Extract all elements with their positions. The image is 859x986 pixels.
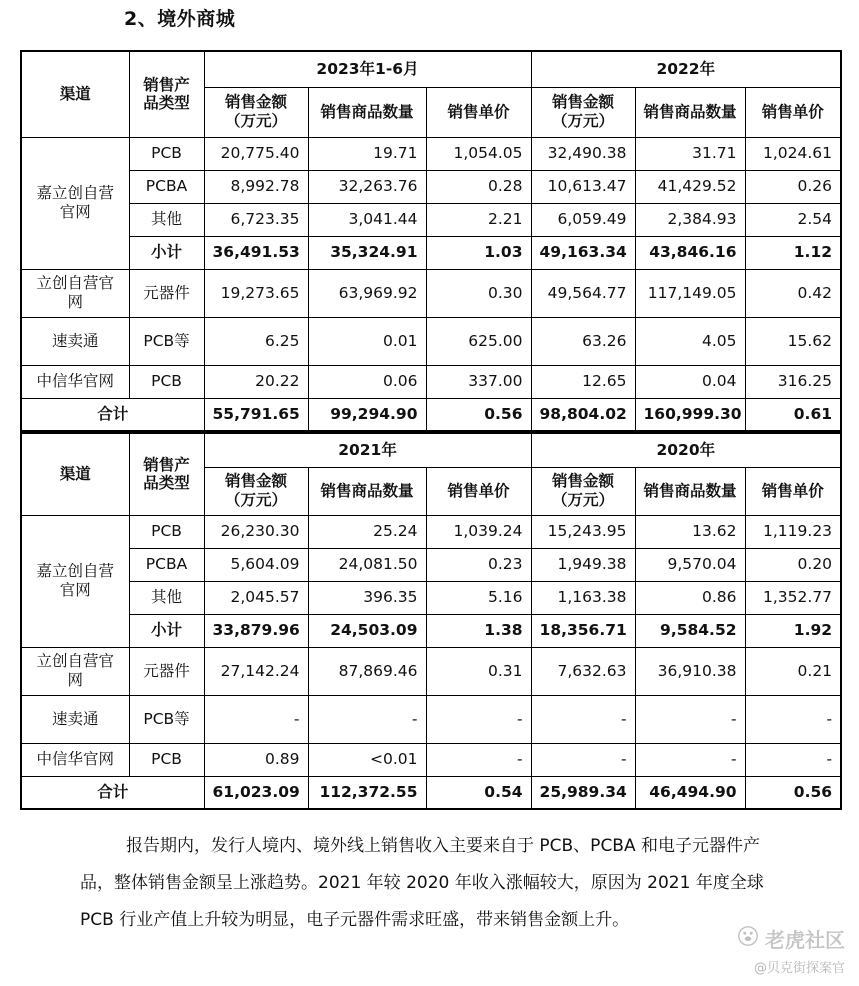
- amount-cell: 2,045.57: [204, 581, 308, 614]
- unit-price-cell: -: [745, 743, 841, 776]
- table-row: [21, 170, 841, 203]
- product-cell: 元器件: [129, 269, 204, 317]
- amount-cell: 20.22: [204, 365, 308, 398]
- unit-price-cell: 15.62: [745, 317, 841, 365]
- table-row: [21, 743, 841, 776]
- table-row: [21, 269, 841, 317]
- product-cell: 小计: [129, 236, 204, 269]
- unit-price-cell: 1,352.77: [745, 581, 841, 614]
- product-cell: PCBA: [129, 170, 204, 203]
- table-row: [21, 515, 841, 548]
- amount-cell: 32,490.38: [531, 137, 635, 170]
- unit-price-cell: 0.56: [426, 398, 531, 431]
- total-row: [21, 776, 841, 809]
- channel-cell: 中信华官网: [21, 365, 129, 398]
- product-cell: PCB: [129, 137, 204, 170]
- amount-cell: 49,564.77: [531, 269, 635, 317]
- quantity-cell: 87,869.46: [308, 647, 426, 695]
- unit-price-cell: 0.20: [745, 548, 841, 581]
- unit-price-cell: 1.12: [745, 236, 841, 269]
- table-row: [21, 548, 841, 581]
- unit-price-cell: 0.26: [745, 170, 841, 203]
- amount-cell: 33,879.96: [204, 614, 308, 647]
- amount-cell: 10,613.47: [531, 170, 635, 203]
- amount-cell: 20,775.40: [204, 137, 308, 170]
- subtotal-row: [21, 614, 841, 647]
- quantity-cell: 31.71: [635, 137, 745, 170]
- quantity-cell: 25.24: [308, 515, 426, 548]
- quantity-cell: 0.06: [308, 365, 426, 398]
- unit-price-cell: 0.31: [426, 647, 531, 695]
- table-row: [21, 137, 841, 170]
- amount-cell: 7,632.63: [531, 647, 635, 695]
- watermark-handle: @贝克街探案官: [753, 961, 845, 976]
- quantity-cell: 160,999.30: [635, 398, 745, 431]
- quantity-cell: 63,969.92: [308, 269, 426, 317]
- unit-price-cell: -: [745, 695, 841, 743]
- quantity-cell: 0.04: [635, 365, 745, 398]
- header-amount-a: 销售金额（万元）: [204, 87, 308, 137]
- sales-table-2020-2021: [20, 432, 842, 810]
- unit-price-cell: 0.30: [426, 269, 531, 317]
- product-cell: PCB等: [129, 695, 204, 743]
- amount-cell: 49,163.34: [531, 236, 635, 269]
- unit-price-cell: 1,024.61: [745, 137, 841, 170]
- product-cell: 其他: [129, 203, 204, 236]
- table-row: [21, 581, 841, 614]
- unit-price-cell: 1.92: [745, 614, 841, 647]
- unit-price-cell: 316.25: [745, 365, 841, 398]
- header-period-a: 2023年1-6月: [204, 51, 531, 87]
- quantity-cell: -: [635, 743, 745, 776]
- channel-cell: 速卖通: [21, 317, 129, 365]
- unit-price-cell: -: [426, 743, 531, 776]
- amount-cell: 12.65: [531, 365, 635, 398]
- product-cell: PCB: [129, 743, 204, 776]
- channel-cell: 速卖通: [21, 695, 129, 743]
- quantity-cell: 46,494.90: [635, 776, 745, 809]
- amount-cell: 1,949.38: [531, 548, 635, 581]
- unit-price-cell: 2.54: [745, 203, 841, 236]
- amount-cell: 15,243.95: [531, 515, 635, 548]
- product-cell: PCB: [129, 515, 204, 548]
- total-label: 合计: [21, 398, 204, 431]
- header-period-b: 2020年: [531, 433, 841, 467]
- amount-cell: 36,491.53: [204, 236, 308, 269]
- unit-price-cell: 0.23: [426, 548, 531, 581]
- total-label: 合计: [21, 776, 204, 809]
- header-amount-a: 销售金额（万元）: [204, 467, 308, 515]
- header-unit-price-a: 销售单价: [426, 87, 531, 137]
- amount-cell: 5,604.09: [204, 548, 308, 581]
- section-heading: 2、境外商城: [124, 8, 236, 30]
- channel-cell: 嘉立创自营官网: [21, 515, 129, 647]
- header-unit-price-a: 销售单价: [426, 467, 531, 515]
- header-period-b: 2022年: [531, 51, 841, 87]
- unit-price-cell: 1,119.23: [745, 515, 841, 548]
- amount-cell: 1,163.38: [531, 581, 635, 614]
- quantity-cell: -: [635, 695, 745, 743]
- amount-cell: 6.25: [204, 317, 308, 365]
- header-period-a: 2021年: [204, 433, 531, 467]
- channel-cell: 中信华官网: [21, 743, 129, 776]
- quantity-cell: 9,584.52: [635, 614, 745, 647]
- header-product-type: 销售产品类型: [129, 433, 204, 515]
- unit-price-cell: 5.16: [426, 581, 531, 614]
- amount-cell: 18,356.71: [531, 614, 635, 647]
- header-quantity-b: 销售商品数量: [635, 467, 745, 515]
- unit-price-cell: 0.21: [745, 647, 841, 695]
- body-paragraph: [80, 828, 790, 939]
- channel-cell: 立创自营官网: [21, 269, 129, 317]
- amount-cell: 26,230.30: [204, 515, 308, 548]
- unit-price-cell: 625.00: [426, 317, 531, 365]
- unit-price-cell: 337.00: [426, 365, 531, 398]
- quantity-cell: 3,041.44: [308, 203, 426, 236]
- unit-price-cell: 0.54: [426, 776, 531, 809]
- quantity-cell: 2,384.93: [635, 203, 745, 236]
- header-amount-b: 销售金额（万元）: [531, 87, 635, 137]
- channel-cell: 立创自营官网: [21, 647, 129, 695]
- sales-table-2022-2023: [20, 50, 842, 432]
- watermark-brand: 老虎社区: [765, 928, 845, 952]
- header-amount-b: 销售金额（万元）: [531, 467, 635, 515]
- amount-cell: 63.26: [531, 317, 635, 365]
- amount-cell: 25,989.34: [531, 776, 635, 809]
- amount-cell: -: [531, 743, 635, 776]
- unit-price-cell: 2.21: [426, 203, 531, 236]
- unit-price-cell: 1.38: [426, 614, 531, 647]
- product-cell: PCB: [129, 365, 204, 398]
- amount-cell: 6,059.49: [531, 203, 635, 236]
- amount-cell: 55,791.65: [204, 398, 308, 431]
- header-channel: 渠道: [21, 433, 129, 515]
- paw-icon: [737, 925, 759, 952]
- unit-price-cell: 1.03: [426, 236, 531, 269]
- quantity-cell: 0.86: [635, 581, 745, 614]
- unit-price-cell: -: [426, 695, 531, 743]
- table-row: [21, 203, 841, 236]
- unit-price-cell: 1,039.24: [426, 515, 531, 548]
- quantity-cell: 4.05: [635, 317, 745, 365]
- watermark: [737, 924, 845, 976]
- table-row: [21, 695, 841, 743]
- amount-cell: 0.89: [204, 743, 308, 776]
- unit-price-cell: 0.42: [745, 269, 841, 317]
- amount-cell: 8,992.78: [204, 170, 308, 203]
- product-cell: 元器件: [129, 647, 204, 695]
- channel-cell: 嘉立创自营官网: [21, 137, 129, 269]
- quantity-cell: 24,503.09: [308, 614, 426, 647]
- header-quantity-a: 销售商品数量: [308, 467, 426, 515]
- quantity-cell: 24,081.50: [308, 548, 426, 581]
- header-unit-price-b: 销售单价: [745, 87, 841, 137]
- quantity-cell: 36,910.38: [635, 647, 745, 695]
- quantity-cell: -: [308, 695, 426, 743]
- table-row: [21, 317, 841, 365]
- unit-price-cell: 1,054.05: [426, 137, 531, 170]
- body-paragraph-text: 报告期内，发行人境内、境外线上销售收入主要来自于 PCB、PCBA 和电子元器件产品，整体销售金额呈上涨趋势。2021 年较 2020 年收入涨幅较大，原因为 2021 年度全球 PCB 行业产值上升较为明显，电子元器件需求旺盛，带来销售金额上升。: [80, 836, 764, 930]
- table-row: [21, 365, 841, 398]
- total-row: [21, 398, 841, 431]
- quantity-cell: 112,372.55: [308, 776, 426, 809]
- header-channel: 渠道: [21, 51, 129, 137]
- quantity-cell: <0.01: [308, 743, 426, 776]
- quantity-cell: 32,263.76: [308, 170, 426, 203]
- amount-cell: 61,023.09: [204, 776, 308, 809]
- unit-price-cell: 0.61: [745, 398, 841, 431]
- header-unit-price-b: 销售单价: [745, 467, 841, 515]
- amount-cell: 27,142.24: [204, 647, 308, 695]
- product-cell: PCB等: [129, 317, 204, 365]
- product-cell: 小计: [129, 614, 204, 647]
- amount-cell: -: [531, 695, 635, 743]
- quantity-cell: 99,294.90: [308, 398, 426, 431]
- product-cell: 其他: [129, 581, 204, 614]
- header-quantity-a: 销售商品数量: [308, 87, 426, 137]
- quantity-cell: 9,570.04: [635, 548, 745, 581]
- quantity-cell: 396.35: [308, 581, 426, 614]
- quantity-cell: 13.62: [635, 515, 745, 548]
- unit-price-cell: 0.56: [745, 776, 841, 809]
- header-product-type: 销售产品类型: [129, 51, 204, 137]
- quantity-cell: 43,846.16: [635, 236, 745, 269]
- quantity-cell: 35,324.91: [308, 236, 426, 269]
- amount-cell: 19,273.65: [204, 269, 308, 317]
- amount-cell: -: [204, 695, 308, 743]
- subtotal-row: [21, 236, 841, 269]
- quantity-cell: 117,149.05: [635, 269, 745, 317]
- unit-price-cell: 0.28: [426, 170, 531, 203]
- quantity-cell: 41,429.52: [635, 170, 745, 203]
- header-quantity-b: 销售商品数量: [635, 87, 745, 137]
- quantity-cell: 0.01: [308, 317, 426, 365]
- amount-cell: 98,804.02: [531, 398, 635, 431]
- product-cell: PCBA: [129, 548, 204, 581]
- quantity-cell: 19.71: [308, 137, 426, 170]
- amount-cell: 6,723.35: [204, 203, 308, 236]
- table-row: [21, 647, 841, 695]
